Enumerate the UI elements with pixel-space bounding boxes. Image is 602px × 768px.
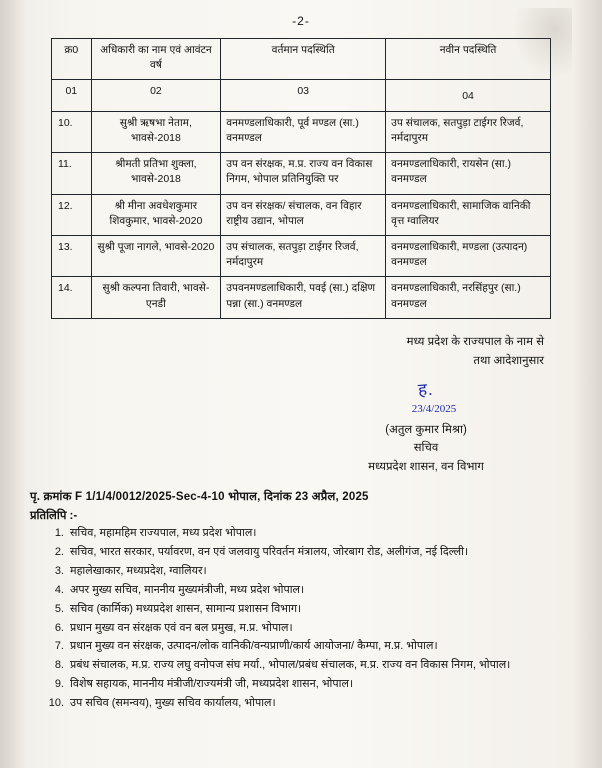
list-item bbox=[44, 601, 578, 619]
signatory-designation: सचिव bbox=[413, 442, 439, 455]
closing-line-2: तथा आदेशानुसार bbox=[473, 355, 544, 368]
copy-to-label: प्रतिलिपि :- bbox=[30, 510, 78, 523]
header-officer-name: अधिकारी का नाम एवं आवंटन वर्ष bbox=[91, 39, 221, 80]
list-item bbox=[44, 676, 578, 694]
list-item bbox=[44, 657, 578, 675]
row-serial: 14. bbox=[52, 277, 92, 318]
list-item-text: सचिव, भारत सरकार, पर्यावरण, वन एवं जलवायु परिवर्तन मंत्रालय, जोरबाग रोड, अलीगंज, नई दिल्ली। bbox=[70, 546, 469, 559]
list-item bbox=[44, 582, 578, 600]
row-new-posting: वनमण्डलाधिकारी, नरसिंहपुर (सा.) वनमण्डल bbox=[386, 277, 551, 318]
signatory-name: (अतुल कुमार मिश्रा) bbox=[385, 423, 467, 436]
list-item-text: सचिव (कार्मिक) मध्यप्रदेश शासन, सामान्य प्रशासन विभाग। bbox=[70, 602, 302, 615]
row-serial: 11. bbox=[52, 153, 92, 194]
row-current-posting: उपवनमण्डलाधिकारी, पवई (सा.) दक्षिण पन्ना (सा.) वनमण्डल bbox=[221, 277, 386, 318]
table-header-row bbox=[52, 39, 551, 80]
list-item-index: 8. bbox=[54, 659, 64, 672]
reference-number: पृ. क्रमांक F 1/1/4/0012/2025-Sec-4-10 भोपाल, दिनांक 23 अप्रैल, 2025 bbox=[30, 490, 369, 503]
list-item-index: 3. bbox=[54, 565, 64, 578]
row-new-posting: उप संचालक, सतपुड़ा टाईगर रिजर्व, नर्मदापुरम bbox=[386, 111, 551, 152]
handwritten-signature: ह. bbox=[417, 379, 435, 400]
colnum-3: 03 bbox=[221, 80, 386, 111]
row-officer-name: श्रीमती प्रतिभा शुक्ला, भावसे-2018 bbox=[91, 153, 221, 194]
table-row bbox=[52, 277, 551, 318]
list-item-index: 5. bbox=[54, 602, 64, 615]
signature-block bbox=[0, 376, 602, 476]
list-item-index: 2. bbox=[54, 546, 64, 559]
list-item-text: उप सचिव (समन्वय), मुख्य सचिव कार्यालय, भोपाल। bbox=[70, 696, 276, 709]
list-item-text: प्रधान मुख्य वन संरक्षक एवं वन बल प्रमुख, म.प्र. भोपाल। bbox=[70, 621, 293, 634]
colnum-4: 04 bbox=[386, 80, 551, 111]
row-serial: 10. bbox=[52, 111, 92, 152]
row-officer-name: सुश्री कल्पना तिवारी, भावसे-एनडी bbox=[91, 277, 221, 318]
row-new-posting: वनमण्डलाधिकारी, सामाजिक वानिकी वृत्त ग्वालियर bbox=[386, 194, 551, 235]
list-item bbox=[44, 620, 578, 638]
header-serial: क्र0 bbox=[52, 39, 92, 80]
colnum-2: 02 bbox=[91, 80, 221, 111]
row-officer-name: श्री मीना अवधेशकुमार शिवकुमार, भावसे-2020 bbox=[91, 194, 221, 235]
row-serial: 12. bbox=[52, 194, 92, 235]
row-officer-name: सुश्री पूजा नागले, भावसे-2020 bbox=[91, 235, 221, 276]
list-item-index: 9. bbox=[54, 677, 64, 690]
transfer-order-table bbox=[51, 38, 551, 319]
list-item bbox=[44, 544, 578, 562]
signatory-department: मध्यप्रदेश शासन, वन विभाग bbox=[368, 460, 484, 473]
copy-to-list bbox=[0, 525, 602, 712]
table-column-number-row bbox=[52, 80, 551, 111]
row-new-posting: वनमण्डलाधिकारी, मण्डला (उत्पादन) वनमण्डल bbox=[386, 235, 551, 276]
reference-number-block bbox=[0, 488, 602, 508]
page-number: -2- bbox=[292, 14, 310, 28]
header-new-posting: नवीन पदस्थिति bbox=[386, 39, 551, 80]
list-item-text: महालेखाकार, मध्यप्रदेश, ग्वालियर। bbox=[70, 565, 207, 578]
list-item-text: सचिव, महामहिम राज्यपाल, मध्य प्रदेश भोपाल। bbox=[70, 527, 257, 540]
table-row bbox=[52, 194, 551, 235]
table-row bbox=[52, 153, 551, 194]
list-item-text: विशेष सहायक, माननीय मंत्रीजी/राज्यमंत्री जी, मध्यप्रदेश शासन, भोपाल। bbox=[70, 677, 354, 690]
row-serial: 13. bbox=[52, 235, 92, 276]
list-item bbox=[44, 638, 578, 656]
list-item bbox=[44, 695, 578, 713]
row-current-posting: वनमण्डलाधिकारी, पूर्व मण्डल (सा.) वनमण्डल bbox=[221, 111, 386, 152]
row-current-posting: उप वन संरक्षक, म.प्र. राज्य वन विकास निगम, भोपाल प्रतिनियुक्ति पर bbox=[221, 153, 386, 194]
table-row bbox=[52, 111, 551, 152]
list-item-index: 4. bbox=[54, 583, 64, 596]
list-item bbox=[44, 563, 578, 581]
closing-line-1: मध्य प्रदेश के राज्यपाल के नाम से bbox=[406, 335, 544, 348]
list-item-index: 10. bbox=[48, 696, 64, 709]
row-current-posting: उप संचालक, सतपुड़ा टाईगर रिजर्व, नर्मदापुरम bbox=[221, 235, 386, 276]
list-item-text: प्रबंध संचालक, म.प्र. राज्य लघु वनोपज संघ मर्या., भोपाल/प्रबंध संचालक, म.प्र. राज्य वन विकास निगम, भोपाल। bbox=[70, 659, 511, 672]
list-item bbox=[44, 525, 578, 543]
closing-statement bbox=[0, 333, 602, 372]
list-item-index: 7. bbox=[54, 640, 64, 653]
row-current-posting: उप वन संरक्षक/ संचालक, वन विहार राष्ट्रीय उद्यान, भोपाल bbox=[221, 194, 386, 235]
row-new-posting: वनमण्डलाधिकारी, रायसेन (सा.) वनमण्डल bbox=[386, 153, 551, 194]
header-current-posting: वर्तमान पदस्थिति bbox=[221, 39, 386, 80]
list-item-index: 6. bbox=[54, 621, 64, 634]
list-item-text: अपर मुख्य सचिव, माननीय मुख्यमंत्रीजी, मध्य प्रदेश भोपाल। bbox=[70, 583, 305, 596]
colnum-1: 01 bbox=[52, 80, 92, 111]
table-row bbox=[52, 235, 551, 276]
list-item-index: 1. bbox=[54, 527, 64, 540]
row-officer-name: सुश्री ऋषभा नेताम, भावसे-2018 bbox=[91, 111, 221, 152]
list-item-text: प्रधान मुख्य वन संरक्षक, उत्पादन/लोक वानिकी/वन्यप्राणी/कार्य आयोजना/ कैम्पा, म.प्र. भोपाल। bbox=[70, 640, 438, 653]
signature-date: 23/4/2025 bbox=[411, 403, 457, 416]
